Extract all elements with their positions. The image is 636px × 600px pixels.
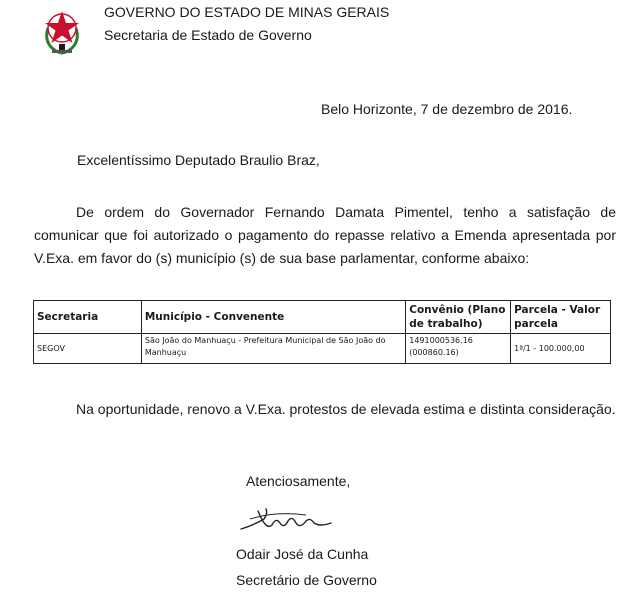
- cell-convenio: 1491000536.16 (000860.16): [406, 334, 511, 364]
- header-parcela: Parcela - Valor parcela: [511, 301, 611, 334]
- cell-municipio: São João do Manhuaçu - Prefeitura Municipal de São João do Manhuaçu: [141, 334, 405, 364]
- coat-of-arms-icon: [38, 6, 86, 56]
- cell-secretaria: SEGOV: [34, 334, 142, 364]
- body-paragraph: De ordem do Governador Fernando Damata Pimentel, tenho a satisfação de comunicar que foi autorizado o pagamento do repasse relativo a Emenda apresentada por V.Exa. em favor do (s) município (s) de sua base parlamentar, conforme abaixo:: [34, 204, 616, 266]
- header-secretaria: Secretaria: [34, 301, 142, 334]
- header-convenio: Convênio (Plano de trabalho): [406, 301, 511, 334]
- signer-role: Secretário de Governo: [236, 572, 377, 588]
- cell-parcela: 1ª/1 - 100.000,00: [511, 334, 611, 364]
- signature-icon: [236, 505, 336, 535]
- salutation: Excelentíssimo Deputado Braulio Braz,: [77, 152, 320, 168]
- table-header-row: [34, 301, 611, 334]
- regards: Atenciosamente,: [246, 473, 351, 489]
- signer-name: Odair José da Cunha: [236, 546, 369, 562]
- header-municipio: Município - Convenente: [141, 301, 405, 334]
- secretariat-name: Secretaria de Estado de Governo: [104, 27, 312, 43]
- place-date: Belo Horizonte, 7 de dezembro de 2016.: [321, 101, 573, 117]
- amendment-table: [33, 300, 611, 364]
- closing-paragraph: Na oportunidade, renovo a V.Exa. protestos de elevada estima e distinta consideração.: [76, 401, 616, 417]
- table-row: [34, 334, 611, 364]
- government-name: GOVERNO DO ESTADO DE MINAS GERAIS: [104, 4, 390, 20]
